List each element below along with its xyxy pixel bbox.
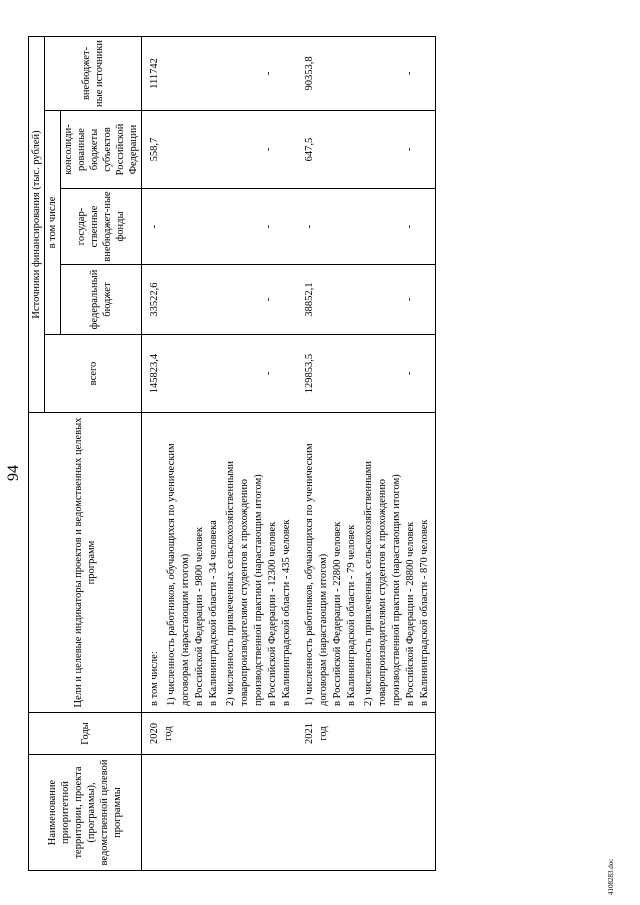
target-line: в Российской Федерации - 12300 человек [267, 521, 278, 706]
target-line: 1) численность работников, обучающихся по ученическим договорам (нарастающим итогом) [304, 443, 329, 706]
row-federal: 33522,6 - [142, 265, 298, 335]
target-line: 2) численность привлеченных сельскохозяйственными товаропроизводителями студентов к прохождению производственной практики (нарастающим итогом) [225, 460, 264, 706]
target-line: в Калининградской области - 34 человека [208, 520, 219, 706]
target-line: в Калининградской области - 79 человек [346, 524, 357, 706]
row-targets [297, 413, 436, 713]
row-targets [142, 413, 298, 713]
row-year: 2021 год [297, 713, 436, 755]
header-targets: Цели и целевые индикаторы проектов и ведомственных целевых программ [29, 413, 142, 713]
page-number: 94 [5, 465, 22, 481]
row-regional: 647,5 - [297, 111, 436, 189]
row-name [142, 755, 298, 871]
row-offbudget: 90353,8 - [297, 36, 436, 110]
row-state-funds: - - [142, 189, 298, 265]
header-funding-title: Источники финансирования (тыс. рублей) [29, 36, 45, 412]
header-federal: федеральный бюджет [61, 265, 142, 335]
header-offbudget: внебюджет-ные источники [45, 36, 142, 110]
table-row [297, 36, 436, 870]
target-line: 2) численность привлеченных сельскохозяйственными товаропроизводителями студентов к прохождению производственной практики (нарастающим итогом) [363, 460, 402, 706]
header-row-1 [29, 36, 45, 870]
header-total: всего [45, 335, 142, 413]
target-line: 1) численность работников, обучающихся по ученическим договорам (нарастающим итогом) [166, 443, 191, 706]
table-row [142, 36, 298, 870]
target-line: в том числе: [149, 651, 160, 706]
header-years: Годы [29, 713, 142, 755]
target-line: в Российской Федерации - 28800 человек [405, 521, 416, 706]
header-state-funds: государ-ственные внебюджет-ные фонды [61, 189, 142, 265]
row-total: 145823,4 - [142, 335, 298, 413]
header-regional: консолиди-рованные бюджеты субъектов Российской Федерации [61, 111, 142, 189]
row-name [297, 755, 436, 871]
row-regional: 558,7 - [142, 111, 298, 189]
row-total: 129853,5 - [297, 335, 436, 413]
row-year: 2020 год [142, 713, 298, 755]
header-in-that-number: в том числе [45, 111, 61, 335]
header-name: Наименование приоритетной территории, проекта (программы), ведомственной целевой программы [29, 755, 142, 871]
row-state-funds: - - [297, 189, 436, 265]
target-line: в Калининградской области - 435 человек [281, 519, 292, 706]
funding-table [28, 36, 436, 871]
target-line: в Калининградской области - 870 человек [419, 519, 430, 706]
target-line: в Российской Федерации - 22800 человек [332, 521, 343, 706]
footer-filename: 4108283.doc [607, 858, 615, 895]
target-line: в Российской Федерации - 9800 человек [194, 526, 205, 706]
row-federal: 38852,1 - [297, 265, 436, 335]
row-offbudget: 111742 - [142, 36, 298, 110]
